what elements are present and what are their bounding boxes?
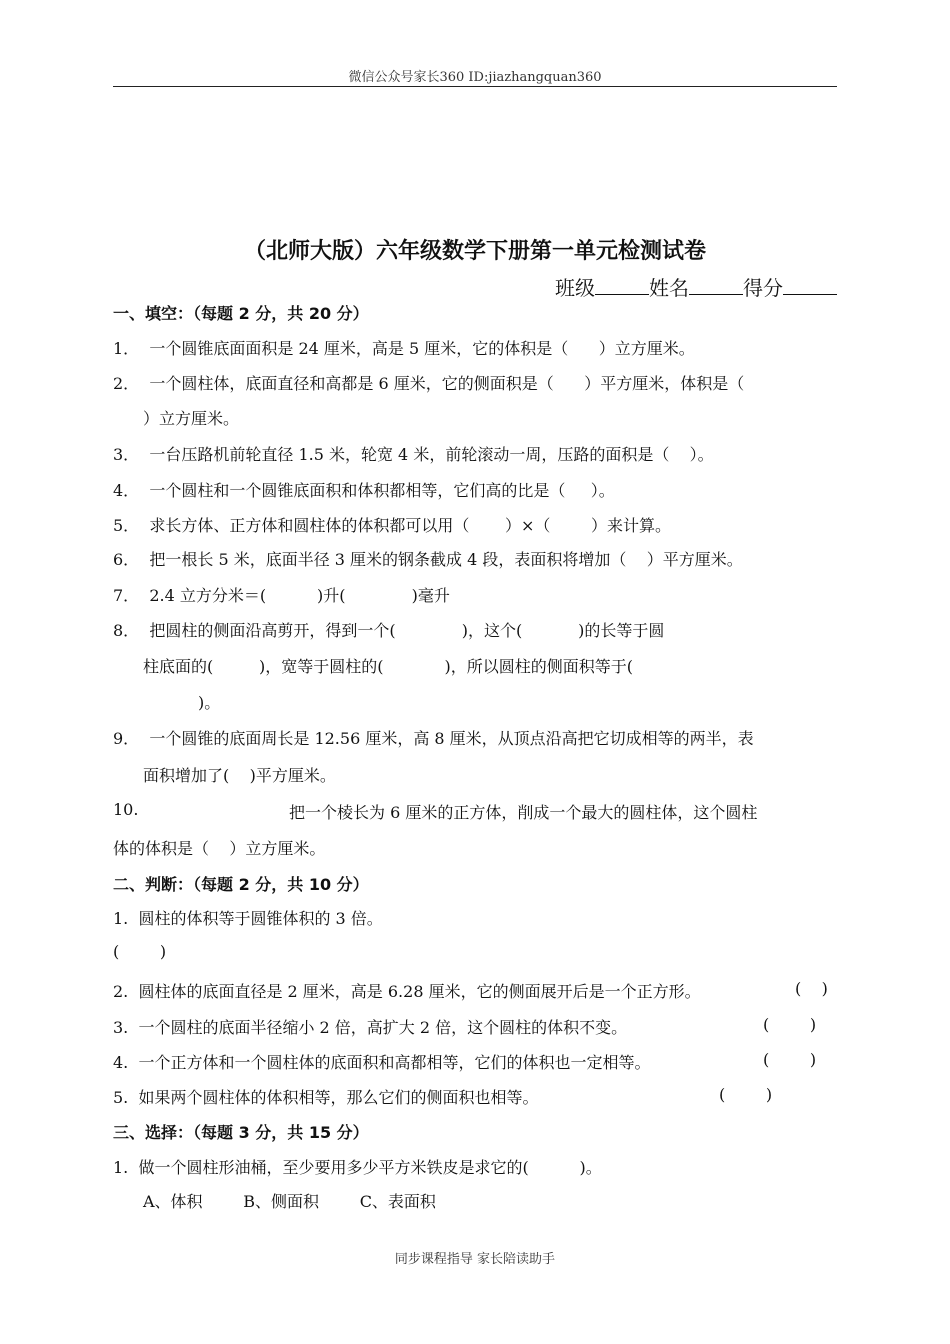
s2-question-2-answer[interactable]: ( ) [795, 979, 828, 998]
s1-question-8-end: )。 [198, 693, 221, 712]
s1-question-9: 9． 一个圆锥的底面周长是 12.56 厘米，高 8 厘米，从顶点沿高把它切成相等的两半，表 [113, 729, 754, 748]
s2-question-5-answer[interactable]: ( ) [719, 1085, 773, 1104]
s2-question-4: 4. 一个正方体和一个圆柱体的底面积和高都相等，它们的体积也一定相等。 [113, 1053, 651, 1072]
page-title: （北师大版）六年级数学下册第一单元检测试卷 [243, 239, 706, 264]
s2-question-1-answer[interactable]: ( ) [113, 942, 167, 961]
s1-question-8: 8． 把圆柱的侧面沿高剪开，得到一个( )，这个( )的长等于圆 [113, 621, 665, 640]
name-blank[interactable] [689, 276, 743, 295]
score-blank[interactable] [783, 276, 837, 295]
s1-question-1: 1． 一个圆锥底面面积是 24 厘米，高是 5 厘米，它的体积是（ ）立方厘米。 [113, 339, 695, 358]
s1-question-4: 4． 一个圆柱和一个圆锥底面积和体积都相等，它们高的比是（ ）。 [113, 481, 615, 500]
s2-question-5: 5. 如果两个圆柱体的体积相等，那么它们的侧面积也相等。 [113, 1088, 539, 1107]
s1-question-10-cont: 体的体积是（ ）立方厘米。 [113, 839, 326, 858]
header-rule [113, 86, 837, 87]
section-2-heading: 二、判断：（每题 2 分，共 10 分） [113, 875, 369, 894]
s1-question-10: 把一个棱长为 6 厘米的正方体，削成一个最大的圆柱体，这个圆柱 [289, 803, 758, 822]
s1-question-6: 6． 把一根长 5 米，底面半径 3 厘米的钢条截成 4 段，表面积将增加（ ）平方厘米。 [113, 550, 743, 569]
s1-question-2-cont: ）立方厘米。 [143, 409, 240, 428]
s1-question-2: 2． 一个圆柱体，底面直径和高都是 6 厘米，它的侧面积是（ ）平方厘米，体积是（ [113, 374, 745, 393]
score-label: 得分 [743, 276, 783, 300]
s1-question-3: 3． 一台压路机前轮直径 1.5 米，轮宽 4 米，前轮滚动一周，压路的面积是（ ）。 [113, 445, 714, 464]
s2-question-1: 1. 圆柱的体积等于圆锥体积的 3 倍。 [113, 909, 383, 928]
s3-question-1-options: A、体积 B、侧面积 C、表面积 [143, 1192, 436, 1211]
section-1-heading: 一、填空：（每题 2 分，共 20 分） [113, 304, 369, 323]
s3-question-1: 1. 做一个圆柱形油桶，至少要用多少平方米铁皮是求它的( )。 [113, 1158, 602, 1177]
s2-question-3: 3. 一个圆柱的底面半径缩小 2 倍，高扩大 2 倍，这个圆柱的体积不变。 [113, 1018, 628, 1037]
s1-question-5: 5． 求长方体、正方体和圆柱体的体积都可以用（ ）×（ ）来计算。 [113, 516, 672, 535]
section-3-heading: 三、选择：（每题 3 分，共 15 分） [113, 1123, 369, 1142]
s1-question-7: 7． 2.4 立方分米＝( )升( )毫升 [113, 586, 450, 605]
student-info-line [555, 272, 837, 301]
s1-question-10-number: 10. [113, 800, 139, 819]
class-label: 班级 [555, 276, 595, 300]
s1-question-8-cont: 柱底面的( )，宽等于圆柱的( )，所以圆柱的侧面积等于( [143, 657, 634, 676]
s2-question-3-answer[interactable]: ( ) [763, 1015, 817, 1034]
page-footer: 同步课程指导 家长陪读助手 [394, 1252, 556, 1267]
s2-question-4-answer[interactable]: ( ) [763, 1050, 817, 1069]
name-label: 姓名 [649, 276, 689, 300]
s2-question-2: 2. 圆柱体的底面直径是 2 厘米，高是 6.28 厘米，它的侧面展开后是一个正方形。 [113, 982, 701, 1001]
page-header: 微信公众号家长360 ID:jiazhangquan360 [348, 70, 602, 85]
s1-question-9-cont: 面积增加了( )平方厘米。 [143, 766, 336, 785]
class-blank[interactable] [595, 276, 649, 295]
